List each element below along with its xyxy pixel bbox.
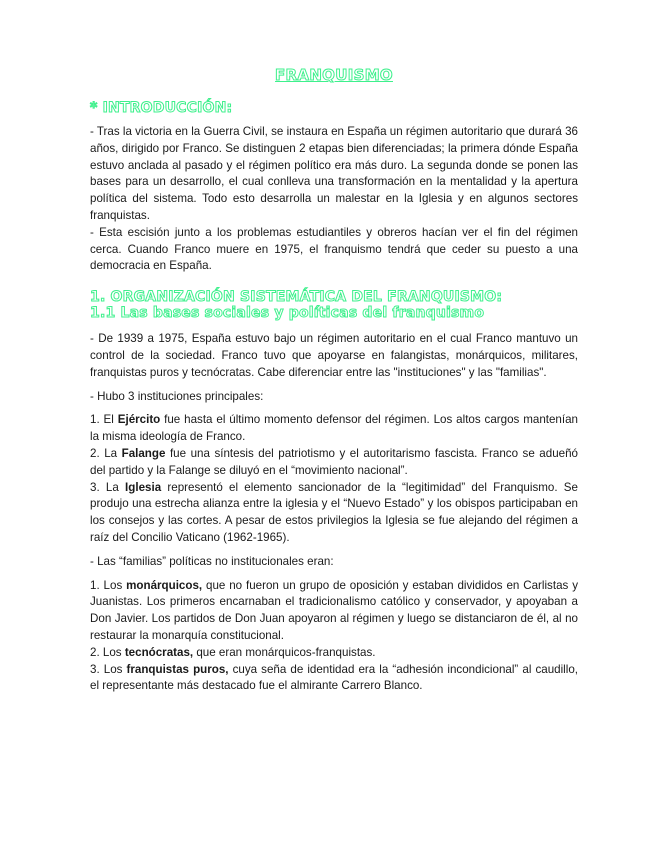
family-tecnocratas <box>90 645 578 662</box>
institution-name: Iglesia <box>125 480 162 494</box>
document-title: FRANQUISMO <box>275 66 393 84</box>
family-number: 1. Los <box>90 578 127 592</box>
institution-name: Falange <box>121 446 166 460</box>
institution-ejercito <box>90 412 578 446</box>
family-franquistas-puros <box>90 662 578 696</box>
family-number: 3. Los <box>90 662 127 676</box>
institution-text: fue una síntesis del patriotismo y el autoritarismo fascista. Franco se adueñó del partido y la Falange se diluyó en el “movimiento nacional”. <box>90 446 578 477</box>
institution-number: 3. La <box>90 480 126 494</box>
section-1-paragraph-1: - De 1939 a 1975, España estuvo bajo un régimen autoritario en el cual Franco mantuvo un control de la sociedad. Franco tuvo que apoyarse en falangistas, monárquicos, militares, franquistas puros y tecnócratas. Cabe diferenciar entre las "instituciones" y las "familias". <box>90 332 578 379</box>
document-page <box>90 66 578 695</box>
intro-heading: * INTRODUCCIÓN: <box>90 100 233 116</box>
family-text: cuya seña de identidad era la “adhesión incondicional” al caudillo, el representante más destacado fue el almirante Carrero Blanco. <box>90 662 579 693</box>
institution-name: Ejército <box>117 413 161 427</box>
institution-number: 2. La <box>90 446 122 460</box>
family-text: que no fueron un grupo de oposición y estaban divididos en Carlistas y Juanistas. Los primeros encarnaban el tradicionalismo católico y conservador, y apoyaban a Don Javier. Los partidos de Don Juan apoyaron al régimen y luego se distanciaron de él, al no restaurar la monarquía constitucional. <box>90 578 578 642</box>
section-1-1-subheading: 1.1 Las bases sociales y políticas del franquismo <box>90 305 485 322</box>
institutions-intro: - Hubo 3 instituciones principales: <box>90 389 264 403</box>
families-intro: - Las “familias” políticas no institucionales eran: <box>90 554 334 568</box>
intro-paragraph-1: - Tras la victoria en la Guerra Civil, se instaura en España un régimen autoritario que durará 36 años, dirigido por Franco. Se distinguen 2 etapas bien diferenciadas; la primera dónde España estuvo anclada al pasado y el régimen político era más duro. La segunda donde se ponen las bases para un desarrollo, el cual conlleva una transformación en la mentalidad y la apertura política del sistema. Todo esto desarrolla un malestar en la Iglesia y en algunos sectores franquistas. <box>90 125 578 222</box>
family-number: 2. Los <box>90 645 125 659</box>
institution-number: 1. El <box>90 413 118 427</box>
institution-iglesia <box>90 480 578 547</box>
section-1-heading: 1. ORGANIZACIÓN SISTEMÁTICA DEL FRANQUISMO: <box>90 289 503 306</box>
family-name: monárquicos, <box>126 578 203 592</box>
family-text: que eran monárquicos-franquistas. <box>193 645 376 659</box>
institution-falange <box>90 446 578 480</box>
institution-text: representó el elemento sancionador de la “legitimidad” del Franquismo. Se produjo una estrecha alianza entre la iglesia y el “Nuevo Estado” y los obispos participaban en los consejos y las cortes. A pesar de estos privilegios la Iglesia se fue alejando del régimen a raíz del Concilio Vaticano (1962-1965). <box>90 480 578 544</box>
institution-text: fue hasta el último momento defensor del régimen. Los altos cargos mantenían la misma ideología de Franco. <box>90 413 579 444</box>
family-name: franquistas puros, <box>126 662 229 676</box>
intro-paragraph-2: - Esta escisión junto a los problemas estudiantiles y obreros hacían ver el fin del régimen cerca. Cuando Franco muere en 1975, el franquismo tendrá que ceder su puesto a una democracia en España. <box>90 225 578 273</box>
family-name: tecnócratas, <box>124 645 194 659</box>
family-monarquicos <box>90 578 578 645</box>
